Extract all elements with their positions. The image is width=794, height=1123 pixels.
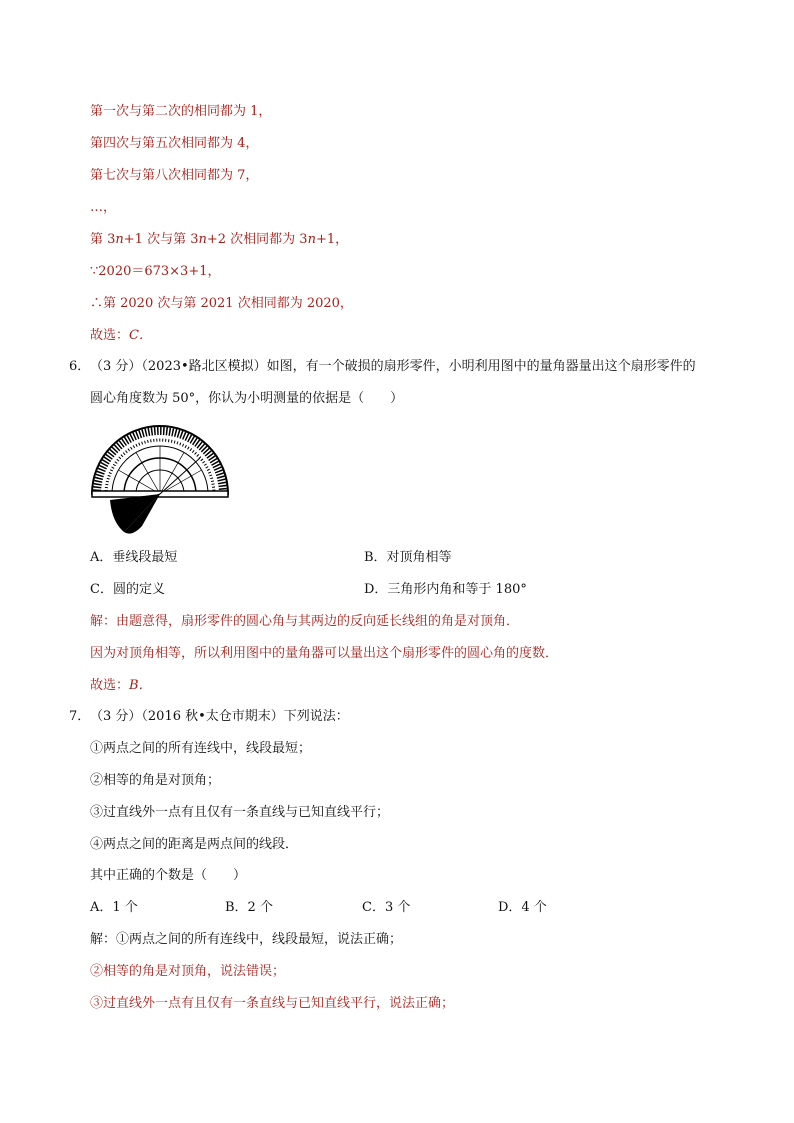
question-stem: （3 分）（2016 秋•太仓市期末）下列说法： <box>90 709 349 724</box>
solution-line: 解：①两点之间的所有连线中，线段最短，说法正确； <box>90 932 403 947</box>
variable-n: n <box>198 232 207 247</box>
protractor-figure <box>88 422 232 536</box>
question-number: 6． <box>69 359 91 374</box>
solution-line: 第四次与第五次相同都为 4， <box>90 136 259 151</box>
answer-prefix: 故选： <box>90 328 130 343</box>
solution-line: ∵2020＝673×3+1， <box>90 264 221 279</box>
answer-choice: B． <box>129 678 152 693</box>
answer-line <box>90 327 152 345</box>
option-b[interactable]: B．对顶角相等 <box>364 550 452 565</box>
solution-line: ∴第 2020 次与第 2021 次相同都为 2020， <box>90 296 353 311</box>
text: 第 3 <box>90 232 116 247</box>
text: +1 次与第 3 <box>123 232 199 247</box>
solution-line: ②相等的角是对顶角，说法错误； <box>90 964 286 979</box>
variable-n: n <box>307 232 316 247</box>
option-d[interactable]: D．三角形内角和等于 180° <box>364 582 527 597</box>
solution-line <box>90 231 348 249</box>
option-b[interactable]: B．2 个 <box>225 900 273 915</box>
option-a[interactable]: A．1 个 <box>90 900 138 915</box>
option-d[interactable]: D．4 个 <box>498 900 547 915</box>
option-c[interactable]: C．3 个 <box>362 900 411 915</box>
answer-choice: C． <box>129 328 152 343</box>
statement-2: ②相等的角是对顶角； <box>90 773 221 788</box>
answer-line <box>90 677 152 695</box>
solution-line: …， <box>90 200 117 215</box>
option-a[interactable]: A．垂线段最短 <box>90 550 178 565</box>
statement-4: ④两点之间的距离是两点间的线段． <box>90 837 299 852</box>
solution-line: ③过直线外一点有且仅有一条直线与已知直线平行，说法正确； <box>90 996 455 1011</box>
text: +1， <box>315 232 349 247</box>
question-stem: （3 分）（2023•路北区模拟）如图，有一个破损的扇形零件，小明利用图中的量角器量出这个扇形零件的 <box>90 359 696 374</box>
answer-prefix: 故选： <box>90 678 130 693</box>
text: +2 次相同都为 3 <box>206 232 308 247</box>
option-c[interactable]: C．圆的定义 <box>90 582 165 597</box>
statement-3: ③过直线外一点有且仅有一条直线与已知直线平行； <box>90 805 390 820</box>
solution-line: 因为对顶角相等，所以利用图中的量角器可以量出这个扇形零件的圆心角的度数． <box>90 646 559 661</box>
question-prompt: 其中正确的个数是（ ） <box>90 868 247 883</box>
solution-line: 第七次与第八次相同都为 7， <box>90 168 259 183</box>
statement-1: ①两点之间的所有连线中，线段最短； <box>90 741 312 756</box>
question-number: 7． <box>69 709 91 724</box>
solution-line: 第一次与第二次的相同都为 1， <box>90 104 272 119</box>
solution-line: 解：由题意得，扇形零件的圆心角与其两边的反向延长线组的角是对顶角． <box>90 614 520 629</box>
question-stem: 圆心角度数为 50°，你认为小明测量的依据是（ ） <box>90 391 404 406</box>
variable-n: n <box>115 232 124 247</box>
